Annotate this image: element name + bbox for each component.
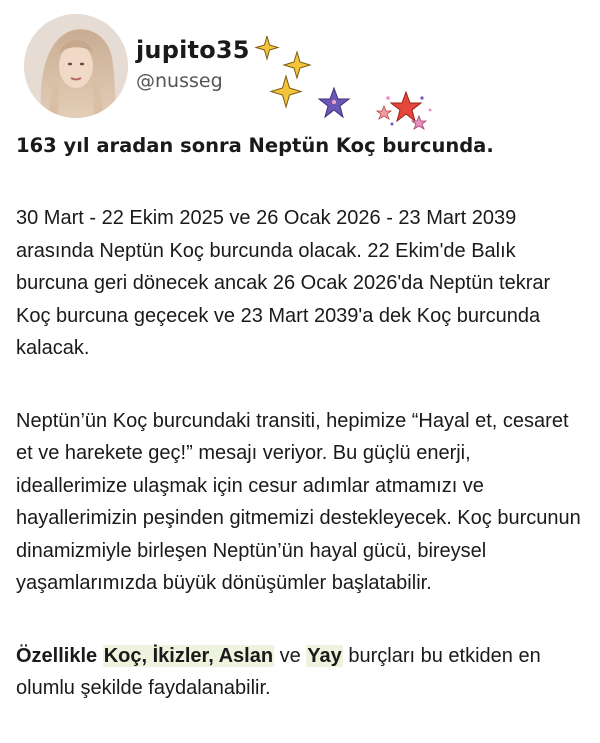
post-header <box>24 14 584 124</box>
paragraph-lead: Özellikle <box>16 644 98 667</box>
post-paragraph-3 <box>16 640 586 705</box>
star-icon <box>319 88 349 117</box>
display-name[interactable]: jupito35 <box>136 36 250 64</box>
username-handle[interactable]: @nusseg <box>136 70 223 92</box>
paragraph-connector: ve <box>279 644 301 667</box>
post-headline: 163 yıl aradan sonra Neptün Koç burcunda. <box>16 134 494 157</box>
sparkle-icon <box>256 36 310 107</box>
post-paragraph-1: 30 Mart - 22 Ekim 2025 ve 26 Ocak 2026 - 23 Mart 2039 arasında Neptün Koç burcunda olacak. 22 Ekim'de Balık burcuna geri dönecek ancak 26 Ocak 2026'da Neptün tekrar Koç burcuna geçecek ve 23 Mart 2039'a dek Koç burcunda kalacak. <box>16 207 551 359</box>
highlighted-signs-2: Yay <box>307 644 342 667</box>
avatar-photo <box>24 14 128 118</box>
highlighted-signs-1: Koç, İkizler, Aslan <box>103 644 274 667</box>
avatar[interactable] <box>24 14 128 118</box>
paragraph-tail: burçları bu etkiden en olumlu şekilde faydalanabilir. <box>16 644 541 699</box>
profile-names <box>136 36 250 92</box>
sparkle-decoration <box>254 36 444 136</box>
post-paragraph-2: Neptün’ün Koç burcundaki transiti, hepimize “Hayal et, cesaret et ve harekete geç!” mesajı veriyor. Bu güçlü enerji, ideallerimize ulaşmak için cesur adımlar atmamızı ve hayallerimizin peşinden gitmemizi destekleyecek. Koç burcunun dinamizmiyle birleşen Neptün’ün hayal gücü, bireysel yaşamlarımızda büyük dönüşümler başlatabilir. <box>16 409 581 594</box>
post-body <box>16 124 586 705</box>
